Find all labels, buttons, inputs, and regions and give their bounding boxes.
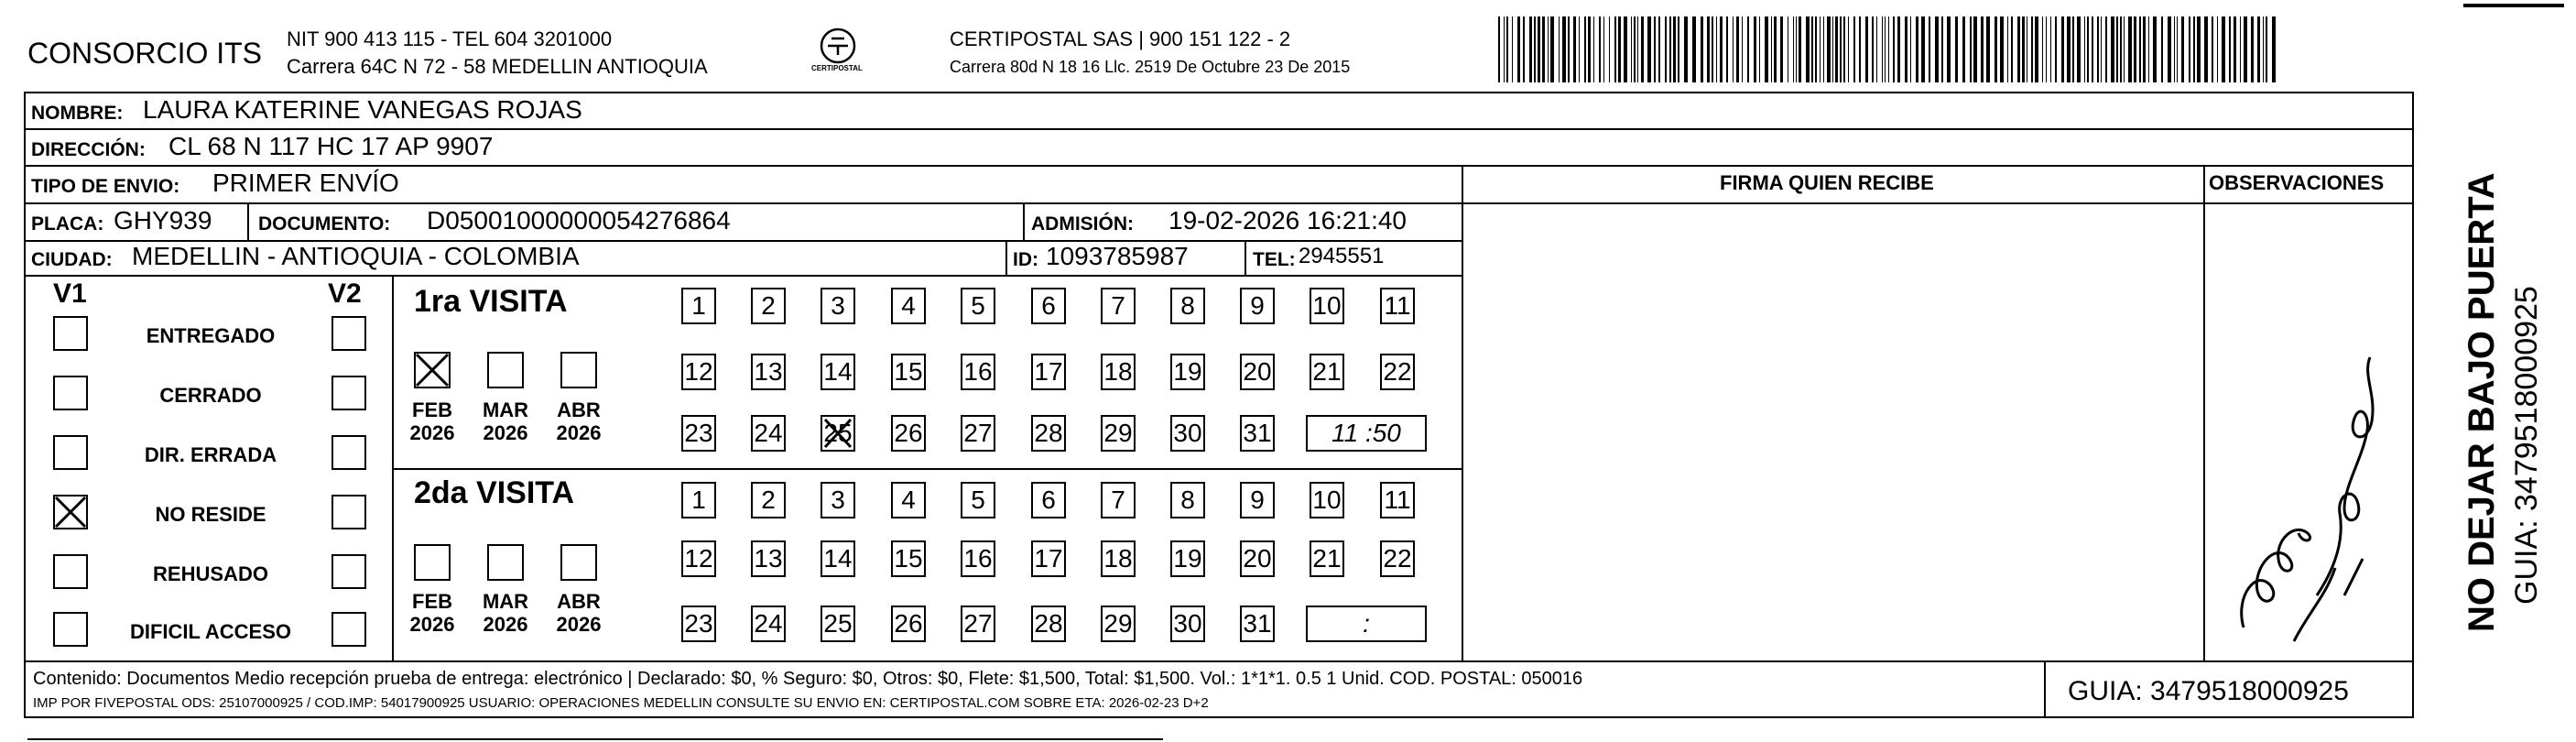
visit1-day-20[interactable]: 20 bbox=[1240, 354, 1275, 390]
visit1-day-30[interactable]: 30 bbox=[1170, 415, 1205, 452]
visit2-day-28[interactable]: 28 bbox=[1031, 606, 1066, 642]
visit1-day-10[interactable]: 10 bbox=[1310, 288, 1344, 324]
visit1-day-8[interactable]: 8 bbox=[1170, 288, 1205, 324]
admision-label: ADMISIÓN: bbox=[1031, 213, 1134, 235]
barcode bbox=[1498, 16, 2281, 82]
visit2-day-14[interactable]: 14 bbox=[821, 540, 855, 577]
guia-box-text: GUIA: 3479518000925 bbox=[2068, 676, 2349, 706]
visit1-day-28[interactable]: 28 bbox=[1031, 415, 1066, 452]
documento-value: D05001000000054276864 bbox=[427, 206, 731, 235]
visit1-day-5[interactable]: 5 bbox=[961, 288, 995, 324]
frame-bottom bbox=[24, 716, 2414, 718]
visit1-day-12[interactable]: 12 bbox=[681, 354, 716, 390]
status-label-no-reside: NO RESIDE bbox=[155, 503, 266, 526]
carrier-address: Carrera 80d N 18 16 Llc. 2519 De Octubre 23 De 2015 bbox=[950, 58, 1351, 76]
visit1-day-15[interactable]: 15 bbox=[891, 354, 926, 390]
col-placa-doc bbox=[247, 202, 249, 240]
visit2-day-11[interactable]: 11 bbox=[1380, 482, 1415, 518]
ciudad-label: CIUDAD: bbox=[31, 249, 113, 270]
sign-header: FIRMA QUIEN RECIBE bbox=[1720, 171, 1934, 194]
visit2-day-4[interactable]: 4 bbox=[891, 482, 926, 518]
visit1-month-year-abr: 2026 bbox=[556, 421, 602, 444]
v2-checkbox-rehusado[interactable] bbox=[332, 554, 366, 589]
certipostal-logo bbox=[806, 26, 870, 81]
visit1-day-29[interactable]: 29 bbox=[1101, 415, 1136, 452]
col-guia-box bbox=[2044, 660, 2046, 716]
visit2-day-22[interactable]: 22 bbox=[1380, 540, 1415, 577]
v2-checkbox-entregado[interactable] bbox=[332, 316, 366, 351]
v2-label: V2 bbox=[328, 278, 362, 309]
visit1-day-1[interactable]: 1 bbox=[681, 288, 716, 324]
col-doc-adm bbox=[1023, 202, 1025, 240]
visit1-month-checkmark bbox=[414, 352, 451, 388]
visit2-month-year-abr: 2026 bbox=[556, 613, 602, 636]
v1-checkbox-dificil-acceso[interactable] bbox=[53, 612, 88, 647]
v1-checkmark bbox=[53, 495, 88, 529]
visit2-day-27[interactable]: 27 bbox=[961, 606, 995, 642]
visit2-day-3[interactable]: 3 bbox=[821, 482, 855, 518]
visit2-day-20[interactable]: 20 bbox=[1240, 540, 1275, 577]
visit2-title: 2da VISITA bbox=[414, 475, 575, 510]
visit2-month-year-mar: 2026 bbox=[483, 613, 528, 636]
nombre-label: NOMBRE: bbox=[31, 103, 124, 124]
documento-label: DOCUMENTO: bbox=[258, 213, 391, 235]
nombre-value: LAURA KATERINE VANEGAS ROJAS bbox=[143, 95, 582, 124]
visit2-month-year-feb: 2026 bbox=[409, 613, 455, 636]
visit1-day-17[interactable]: 17 bbox=[1031, 354, 1066, 390]
row-line-5 bbox=[24, 275, 1462, 277]
footer-line2: IMP POR FIVEPOSTAL ODS: 25107000925 / COD.IMP: 54017900925 USUARIO: OPERACIONES MEDELLIN CONSULTE SU ENVIO EN: CERTIPOSTAL.COM SOBRE ETA: 2026-02-23 D+2 bbox=[33, 695, 1209, 711]
v1-checkbox-cerrado[interactable] bbox=[53, 376, 88, 410]
visit2-day-7[interactable]: 7 bbox=[1101, 482, 1136, 518]
visit1-day-9[interactable]: 9 bbox=[1240, 288, 1275, 324]
col-ciudad-id bbox=[1005, 240, 1007, 275]
visit2-month-label-mar: MAR bbox=[482, 590, 529, 613]
tel-label: TEL: bbox=[1253, 249, 1296, 270]
company-name: CONSORCIO ITS bbox=[27, 37, 263, 70]
side-guia: GUIA: 3479518000925 bbox=[2509, 286, 2544, 605]
row-line-1 bbox=[24, 128, 2414, 130]
visit2-day-18[interactable]: 18 bbox=[1101, 540, 1136, 577]
visit1-day-24[interactable]: 24 bbox=[751, 415, 786, 452]
visit1-day-31[interactable]: 31 bbox=[1240, 415, 1275, 452]
visit2-day-6[interactable]: 6 bbox=[1031, 482, 1066, 518]
visit2-day-30[interactable]: 30 bbox=[1170, 606, 1205, 642]
visit1-day-14[interactable]: 14 bbox=[821, 354, 855, 390]
direccion-value: CL 68 N 117 HC 17 AP 9907 bbox=[168, 132, 494, 160]
v2-checkbox-dificil-acceso[interactable] bbox=[332, 612, 366, 647]
footer-line1: Contenido: Documentos Medio recepción prueba de entrega: electrónico | Declarado: $0, % Seguro: $0, Otros: $0, Flete: $1,500, Total: $1,500. Vol.: 1*1*1. 0.5 1 Unid. COD. POSTAL: 050016 bbox=[33, 669, 1583, 689]
admision-value: 19-02-2026 16:21:40 bbox=[1168, 206, 1407, 235]
visit2-day-13[interactable]: 13 bbox=[751, 540, 786, 577]
bottom-edge-line bbox=[27, 738, 1163, 740]
frame-left bbox=[24, 92, 26, 718]
visit1-day-27[interactable]: 27 bbox=[961, 415, 995, 452]
v2-checkbox-no-reside[interactable] bbox=[332, 495, 366, 529]
tipo-label: TIPO DE ENVIO: bbox=[31, 176, 180, 197]
logo-text: CERTIPOSTAL bbox=[811, 64, 863, 72]
observ-header: OBSERVACIONES bbox=[2209, 171, 2385, 194]
v1-checkbox-entregado[interactable] bbox=[53, 316, 88, 351]
visit2-day-15[interactable]: 15 bbox=[891, 540, 926, 577]
v1-checkbox-dir-errada[interactable] bbox=[53, 435, 88, 470]
visit1-day-16[interactable]: 16 bbox=[961, 354, 995, 390]
visit1-day-checkmark bbox=[822, 417, 853, 450]
visit2-day-1[interactable]: 1 bbox=[681, 482, 716, 518]
visit1-day-3[interactable]: 3 bbox=[821, 288, 855, 324]
visit1-month-label-mar: MAR bbox=[482, 398, 529, 421]
visit1-month-label-feb: FEB bbox=[412, 398, 452, 421]
visit1-day-22[interactable]: 22 bbox=[1380, 354, 1415, 390]
ciudad-value: MEDELLIN - ANTIOQUIA - COLOMBIA bbox=[132, 242, 580, 270]
visit2-day-29[interactable]: 29 bbox=[1101, 606, 1136, 642]
visit1-month-year-feb: 2026 bbox=[409, 421, 455, 444]
visit1-day-4[interactable]: 4 bbox=[891, 288, 926, 324]
v2-checkbox-cerrado[interactable] bbox=[332, 376, 366, 410]
visit2-day-24[interactable]: 24 bbox=[751, 606, 786, 642]
visit1-day-11[interactable]: 11 bbox=[1380, 288, 1415, 324]
side-warning: NO DEJAR BAJO PUERTA bbox=[2462, 172, 2502, 632]
visit2-day-19[interactable]: 19 bbox=[1170, 540, 1205, 577]
visit1-day-7[interactable]: 7 bbox=[1101, 288, 1136, 324]
visit1-day-2[interactable]: 2 bbox=[751, 288, 786, 324]
visit1-month-label-abr: ABR bbox=[557, 398, 601, 421]
id-label: ID: bbox=[1013, 249, 1038, 270]
v1-label: V1 bbox=[53, 278, 87, 309]
visit2-day-12[interactable]: 12 bbox=[681, 540, 716, 577]
col-obs-left bbox=[2203, 165, 2205, 660]
visit1-day-13[interactable]: 13 bbox=[751, 354, 786, 390]
signature bbox=[2207, 293, 2399, 650]
visit2-day-8[interactable]: 8 bbox=[1170, 482, 1205, 518]
col-sign-left bbox=[1462, 165, 1463, 660]
col-id-tel bbox=[1245, 240, 1246, 275]
corner-mark bbox=[2463, 4, 2564, 7]
visit1-day-21[interactable]: 21 bbox=[1310, 354, 1344, 390]
visit2-day-26[interactable]: 26 bbox=[891, 606, 926, 642]
visit2-month-abr[interactable] bbox=[560, 544, 597, 581]
visit1-day-18[interactable]: 18 bbox=[1101, 354, 1136, 390]
certipostal-logo-icon bbox=[806, 26, 870, 81]
visit2-day-21[interactable]: 21 bbox=[1310, 540, 1344, 577]
visit-divider bbox=[392, 468, 1462, 470]
visit1-day-6[interactable]: 6 bbox=[1031, 288, 1066, 324]
visit2-day-2[interactable]: 2 bbox=[751, 482, 786, 518]
visit2-day-23[interactable]: 23 bbox=[681, 606, 716, 642]
visit2-time-box[interactable]: : bbox=[1306, 606, 1427, 642]
visit1-month-year-mar: 2026 bbox=[483, 421, 528, 444]
visit2-day-25[interactable]: 25 bbox=[821, 606, 855, 642]
visit1-day-19[interactable]: 19 bbox=[1170, 354, 1205, 390]
status-label-entregado: ENTREGADO bbox=[146, 324, 276, 347]
frame-top bbox=[24, 92, 2414, 93]
visit1-day-23[interactable]: 23 bbox=[681, 415, 716, 452]
company-nit: NIT 900 413 115 - TEL 604 3201000 bbox=[287, 27, 613, 50]
company-address: Carrera 64C N 72 - 58 MEDELLIN ANTIOQUIA bbox=[287, 55, 708, 78]
id-value: 1093785987 bbox=[1046, 242, 1189, 270]
direccion-label: DIRECCIÓN: bbox=[31, 139, 146, 160]
placa-value: GHY939 bbox=[114, 206, 212, 235]
visit2-month-label-feb: FEB bbox=[412, 590, 452, 613]
visit1-title: 1ra VISITA bbox=[414, 284, 568, 319]
frame-right bbox=[2412, 92, 2414, 718]
v2-checkbox-dir-errada[interactable] bbox=[332, 435, 366, 470]
placa-label: PLACA: bbox=[31, 213, 104, 235]
visit1-time-box[interactable]: 11 :50 bbox=[1306, 415, 1427, 452]
visit2-day-17[interactable]: 17 bbox=[1031, 540, 1066, 577]
status-label-rehusado: REHUSADO bbox=[153, 562, 268, 585]
status-label-dificil-acceso: DIFICIL ACCESO bbox=[129, 620, 291, 643]
visit2-day-9[interactable]: 9 bbox=[1240, 482, 1275, 518]
carrier-line: CERTIPOSTAL SAS | 900 151 122 - 2 bbox=[950, 27, 1291, 50]
status-label-cerrado: CERRADO bbox=[159, 384, 262, 407]
visit2-day-10[interactable]: 10 bbox=[1310, 482, 1344, 518]
tel-value: 2945551 bbox=[1299, 244, 1385, 268]
visit2-month-mar[interactable] bbox=[487, 544, 524, 581]
visit2-day-16[interactable]: 16 bbox=[961, 540, 995, 577]
visit1-day-26[interactable]: 26 bbox=[891, 415, 926, 452]
visit1-month-abr[interactable] bbox=[560, 352, 597, 388]
visit2-day-5[interactable]: 5 bbox=[961, 482, 995, 518]
row-line-2 bbox=[24, 165, 2414, 167]
visit2-month-label-abr: ABR bbox=[557, 590, 601, 613]
visit1-month-mar[interactable] bbox=[487, 352, 524, 388]
status-label-dir-errada: DIR. ERRADA bbox=[144, 443, 277, 466]
visit2-day-31[interactable]: 31 bbox=[1240, 606, 1275, 642]
tipo-value: PRIMER ENVÍO bbox=[212, 169, 399, 197]
visit2-month-feb[interactable] bbox=[414, 544, 451, 581]
v1-checkbox-rehusado[interactable] bbox=[53, 554, 88, 589]
row-line-3 bbox=[24, 202, 2414, 204]
visit1-day-25[interactable]: 25 bbox=[821, 415, 855, 452]
footer-line bbox=[24, 660, 2414, 662]
